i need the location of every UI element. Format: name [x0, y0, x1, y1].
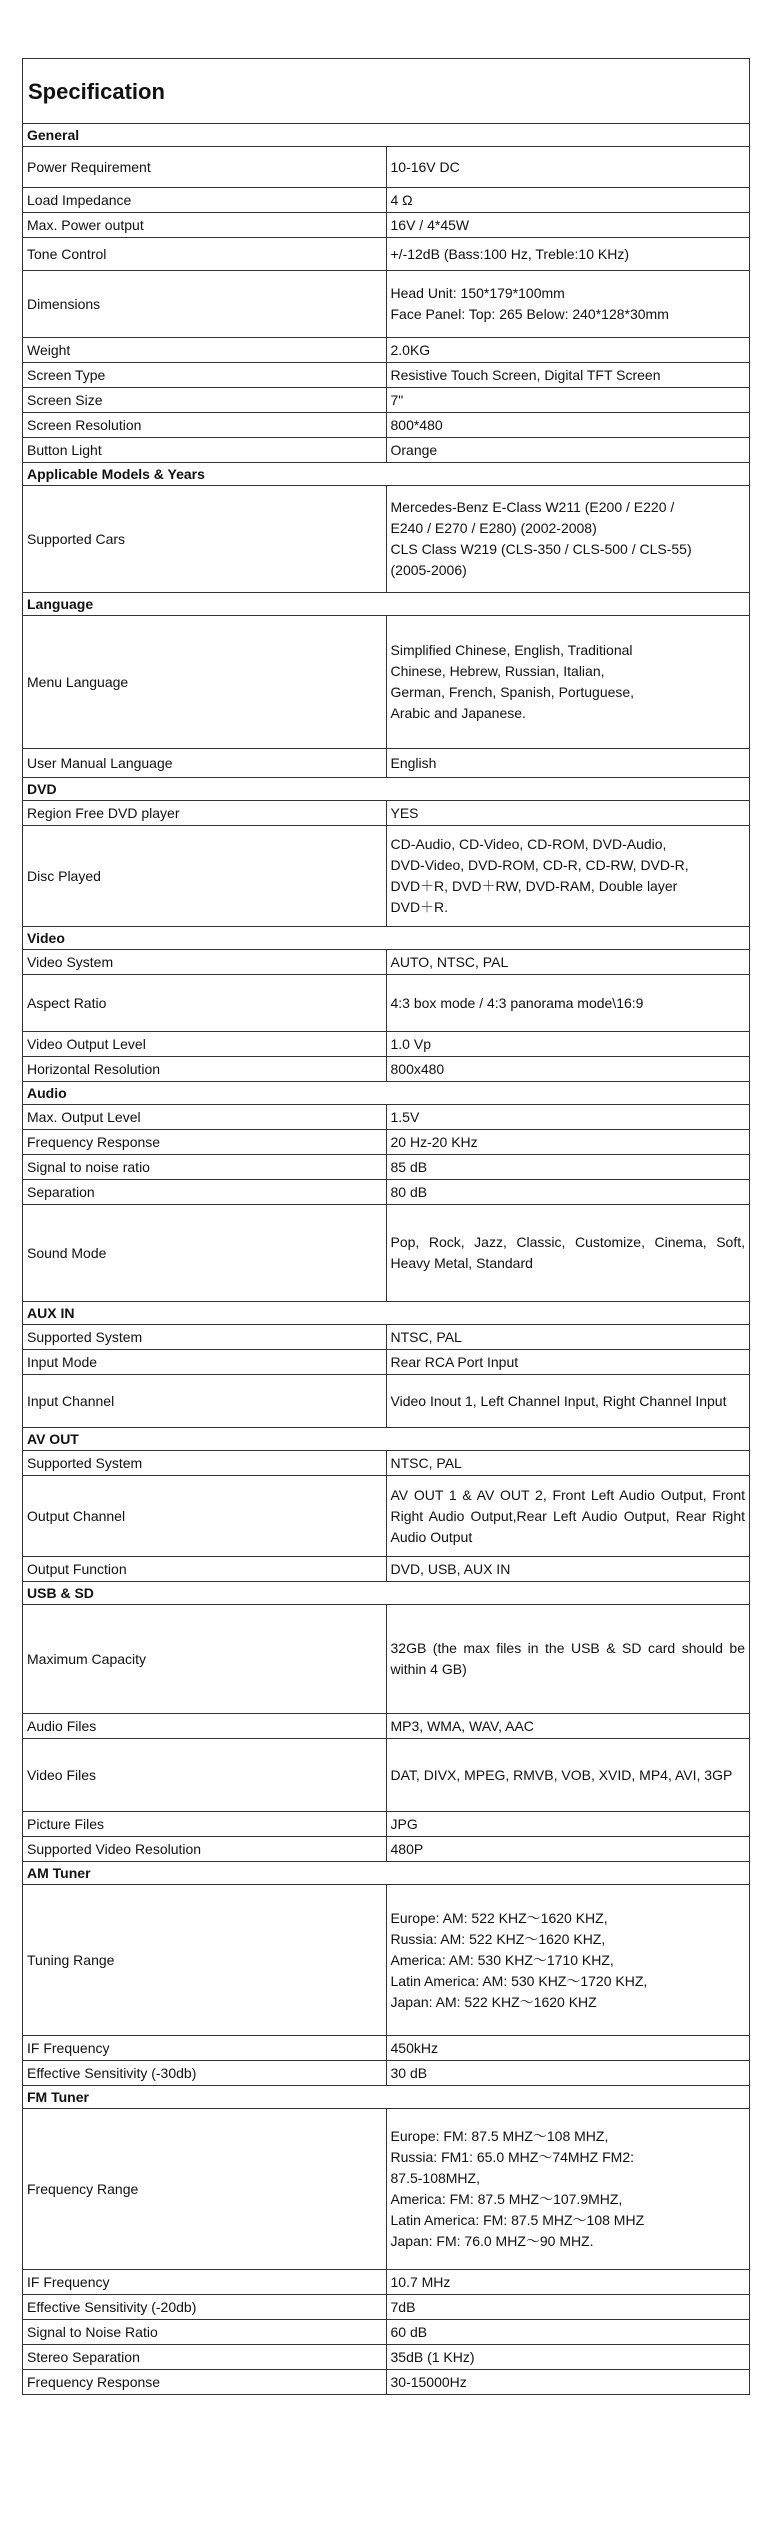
- spec-value: [386, 1130, 750, 1155]
- spec-label: Supported Cars: [23, 486, 387, 593]
- spec-row: [23, 2295, 750, 2320]
- spec-value: [386, 749, 750, 778]
- spec-value: [386, 2320, 750, 2345]
- spec-value-line: 480P: [390, 1840, 424, 1857]
- spec-row: [23, 1885, 750, 2036]
- spec-row: [23, 1451, 750, 1476]
- spec-label: Weight: [23, 338, 387, 363]
- spec-value-line: DVD, USB, AUX IN: [390, 1560, 511, 1577]
- spec-value: [386, 975, 750, 1032]
- spec-value-line: 800*480: [390, 416, 443, 433]
- spec-value: [386, 2370, 750, 2395]
- section-title: AUX IN: [23, 1302, 750, 1325]
- spec-label: Tuning Range: [23, 1885, 387, 2036]
- spec-label: Load Impedance: [23, 188, 387, 213]
- spec-label: Video Files: [23, 1739, 387, 1812]
- section-title: Language: [23, 593, 750, 616]
- spec-value: [386, 1557, 750, 1582]
- spec-value-line: DVD＋R.: [390, 899, 449, 915]
- page-title: Specification: [23, 59, 750, 124]
- spec-label: Signal to Noise Ratio: [23, 2320, 387, 2345]
- spec-value-line: YES: [390, 804, 419, 821]
- spec-value-line: Latin America: AM: 530 KHZ～1720 KHZ,: [390, 1972, 648, 1989]
- spec-value-line: Arabic and Japanese.: [390, 705, 526, 721]
- spec-value: [386, 238, 750, 271]
- section-header-row: [23, 1862, 750, 1885]
- spec-value-line: Japan: AM: 522 KHZ～1620 KHZ: [390, 1993, 597, 2010]
- spec-value: [386, 2295, 750, 2320]
- spec-row: [23, 1812, 750, 1837]
- spec-value-line: 7": [390, 391, 404, 408]
- section-header-row: [23, 927, 750, 950]
- spec-value-line: 1.0 Vp: [390, 1035, 431, 1052]
- spec-row: [23, 2320, 750, 2345]
- spec-value-line: 85 dB: [390, 1158, 428, 1175]
- spec-label: Input Channel: [23, 1375, 387, 1428]
- spec-value: [386, 388, 750, 413]
- spec-label: Input Mode: [23, 1350, 387, 1375]
- section-header-row: [23, 593, 750, 616]
- section-title: DVD: [23, 778, 750, 801]
- specification-table-body: [23, 59, 750, 2395]
- spec-value-line: AUTO, NTSC, PAL: [390, 953, 509, 970]
- spec-value-line: Pop, Rock, Jazz, Classic, Customize, Cinema, Soft, Heavy Metal, Standard: [390, 1234, 745, 1271]
- spec-value: [386, 1155, 750, 1180]
- spec-value-line: 2.0KG: [390, 341, 431, 358]
- spec-value: [386, 1350, 750, 1375]
- spec-value-line: Rear RCA Port Input: [390, 1353, 519, 1370]
- spec-value: [386, 147, 750, 188]
- spec-label: Video System: [23, 950, 387, 975]
- spec-value-line: +/-12dB (Bass:100 Hz, Treble:10 KHz): [390, 245, 629, 262]
- spec-value-line: Russia: AM: 522 KHZ～1620 KHZ,: [390, 1930, 606, 1947]
- section-title: Video: [23, 927, 750, 950]
- spec-label: Tone Control: [23, 238, 387, 271]
- spec-label: Effective Sensitivity (-20db): [23, 2295, 387, 2320]
- spec-value-line: Chinese, Hebrew, Russian, Italian,: [390, 663, 605, 679]
- spec-row: [23, 1057, 750, 1082]
- spec-row: [23, 1205, 750, 1302]
- spec-row: [23, 438, 750, 463]
- spec-row: [23, 2109, 750, 2270]
- spec-value-line: 1.5V: [390, 1108, 420, 1125]
- spec-row: [23, 1837, 750, 1862]
- spec-value: [386, 2109, 750, 2270]
- section-header-row: [23, 1302, 750, 1325]
- spec-value-line: NTSC, PAL: [390, 1454, 462, 1471]
- spec-label: Screen Size: [23, 388, 387, 413]
- spec-value-line: 10-16V DC: [390, 158, 460, 175]
- spec-value-line: 20 Hz-20 KHz: [390, 1133, 478, 1150]
- spec-label: Frequency Response: [23, 2370, 387, 2395]
- spec-row: [23, 2345, 750, 2370]
- spec-row: [23, 975, 750, 1032]
- spec-value-line: 10.7 MHz: [390, 2273, 451, 2290]
- section-title: FM Tuner: [23, 2086, 750, 2109]
- spec-label: Maximum Capacity: [23, 1605, 387, 1714]
- spec-value: [386, 1105, 750, 1130]
- spec-label: Menu Language: [23, 616, 387, 749]
- section-title: AV OUT: [23, 1428, 750, 1451]
- spec-value: [386, 1451, 750, 1476]
- spec-row: [23, 1180, 750, 1205]
- section-title: Audio: [23, 1082, 750, 1105]
- spec-value-line: DVD＋R, DVD＋RW, DVD-RAM, Double layer: [390, 878, 678, 894]
- spec-value-line: CLS Class W219 (CLS-350 / CLS-500 / CLS-55): [390, 541, 692, 557]
- spec-value-line: Japan: FM: 76.0 MHZ～90 MHZ.: [390, 2233, 594, 2249]
- spec-value: [386, 413, 750, 438]
- spec-label: Separation: [23, 1180, 387, 1205]
- spec-value-line: 7dB: [390, 2298, 416, 2315]
- spec-label: Horizontal Resolution: [23, 1057, 387, 1082]
- spec-value: [386, 1325, 750, 1350]
- spec-label: Supported System: [23, 1325, 387, 1350]
- spec-row: [23, 616, 750, 749]
- spec-label: Picture Files: [23, 1812, 387, 1837]
- spec-value-line: 30 dB: [390, 2064, 428, 2081]
- spec-label: Disc Played: [23, 826, 387, 927]
- section-title: Applicable Models & Years: [23, 463, 750, 486]
- spec-value-line: America: FM: 87.5 MHZ～107.9MHZ,: [390, 2191, 623, 2207]
- spec-value-line: Resistive Touch Screen, Digital TFT Screen: [390, 366, 661, 383]
- spec-value-line: 80 dB: [390, 1183, 428, 1200]
- spec-value: [386, 1605, 750, 1714]
- spec-value-line: 800x480: [390, 1060, 445, 1077]
- spec-row: [23, 1130, 750, 1155]
- spec-value: [386, 1057, 750, 1082]
- spec-row: [23, 1605, 750, 1714]
- section-header-row: [23, 124, 750, 147]
- spec-label: Power Requirement: [23, 147, 387, 188]
- spec-row: [23, 413, 750, 438]
- spec-row: [23, 1105, 750, 1130]
- spec-value: [386, 1032, 750, 1057]
- spec-value-line: Russia: FM1: 65.0 MHZ～74MHZ FM2:: [390, 2149, 634, 2165]
- spec-value: [386, 1885, 750, 2036]
- spec-value: [386, 1837, 750, 1862]
- section-header-row: [23, 1082, 750, 1105]
- section-title: AM Tuner: [23, 1862, 750, 1885]
- spec-value: [386, 338, 750, 363]
- spec-label: Effective Sensitivity (-30db): [23, 2061, 387, 2086]
- spec-value-line: Orange: [390, 441, 438, 458]
- spec-label: IF Frequency: [23, 2036, 387, 2061]
- spec-row: [23, 363, 750, 388]
- spec-value-line: 450kHz: [390, 2039, 438, 2056]
- spec-value: [386, 2270, 750, 2295]
- section-header-row: [23, 2086, 750, 2109]
- section-header-row: [23, 1428, 750, 1451]
- spec-label: Button Light: [23, 438, 387, 463]
- spec-label: Dimensions: [23, 271, 387, 338]
- spec-value-line: Head Unit: 150*179*100mm: [390, 285, 565, 301]
- spec-value: [386, 2036, 750, 2061]
- spec-value-line: Video Inout 1, Left Channel Input, Right Channel Input: [390, 1392, 727, 1409]
- spec-value: [386, 188, 750, 213]
- spec-value: [386, 616, 750, 749]
- spec-label: Supported System: [23, 1451, 387, 1476]
- spec-row: [23, 1325, 750, 1350]
- spec-label: Supported Video Resolution: [23, 1837, 387, 1862]
- spec-row: [23, 950, 750, 975]
- spec-value-line: America: AM: 530 KHZ～1710 KHZ,: [390, 1951, 614, 1968]
- spec-value: [386, 1714, 750, 1739]
- spec-row: [23, 2370, 750, 2395]
- spec-row: [23, 1032, 750, 1057]
- spec-label: Max. Power output: [23, 213, 387, 238]
- spec-label: Region Free DVD player: [23, 801, 387, 826]
- spec-row: [23, 213, 750, 238]
- spec-value-line: Latin America: FM: 87.5 MHZ～108 MHZ: [390, 2212, 645, 2228]
- spec-value-line: AV OUT 1 & AV OUT 2, Front Left Audio Output, Front Right Audio Output,Rear Left Audio Output, Rear Right Audio Output: [390, 1486, 745, 1545]
- spec-value-line: Mercedes-Benz E-Class W211 (E200 / E220 /: [390, 499, 675, 515]
- title-row: [23, 59, 750, 124]
- spec-value: [386, 1812, 750, 1837]
- spec-row: [23, 388, 750, 413]
- section-header-row: [23, 463, 750, 486]
- spec-row: [23, 238, 750, 271]
- spec-value: [386, 486, 750, 593]
- spec-row: [23, 147, 750, 188]
- spec-value-line: Simplified Chinese, English, Traditional: [390, 642, 633, 658]
- spec-value: [386, 1739, 750, 1812]
- spec-value: [386, 438, 750, 463]
- spec-label: Screen Type: [23, 363, 387, 388]
- spec-value: [386, 1375, 750, 1428]
- spec-value-line: 32GB (the max files in the USB & SD card should be within 4 GB): [390, 1640, 745, 1677]
- spec-value-line: 87.5-108MHZ,: [390, 2170, 480, 2186]
- spec-row: [23, 188, 750, 213]
- spec-row: [23, 1557, 750, 1582]
- spec-label: Output Function: [23, 1557, 387, 1582]
- spec-value-line: DAT, DIVX, MPEG, RMVB, VOB, XVID, MP4, AVI, 3GP: [390, 1766, 733, 1783]
- spec-value: [386, 1180, 750, 1205]
- spec-value-line: 4 Ω: [390, 191, 413, 208]
- spec-value: [386, 801, 750, 826]
- spec-value: [386, 1205, 750, 1302]
- spec-value-line: (2005-2006): [390, 562, 467, 578]
- spec-value-line: E240 / E270 / E280) (2002-2008): [390, 520, 597, 536]
- spec-value-line: 16V / 4*45W: [390, 216, 470, 233]
- spec-label: Max. Output Level: [23, 1105, 387, 1130]
- spec-label: Aspect Ratio: [23, 975, 387, 1032]
- spec-value: [386, 363, 750, 388]
- spec-value: [386, 213, 750, 238]
- spec-label: IF Frequency: [23, 2270, 387, 2295]
- spec-value-line: Europe: AM: 522 KHZ～1620 KHZ,: [390, 1909, 608, 1926]
- spec-row: [23, 1714, 750, 1739]
- spec-label: Stereo Separation: [23, 2345, 387, 2370]
- spec-value: [386, 950, 750, 975]
- section-title: USB & SD: [23, 1582, 750, 1605]
- spec-value-line: German, French, Spanish, Portuguese,: [390, 684, 635, 700]
- spec-value-line: 60 dB: [390, 2323, 428, 2340]
- spec-row: [23, 826, 750, 927]
- spec-row: [23, 486, 750, 593]
- spec-value: [386, 826, 750, 927]
- spec-value: [386, 271, 750, 338]
- spec-label: Frequency Range: [23, 2109, 387, 2270]
- spec-row: [23, 1375, 750, 1428]
- spec-value-line: DVD-Video, DVD-ROM, CD-R, CD-RW, DVD-R,: [390, 857, 689, 873]
- specification-table: [22, 58, 750, 2395]
- spec-label: Output Channel: [23, 1476, 387, 1557]
- spec-value: [386, 1476, 750, 1557]
- spec-value-line: 4:3 box mode / 4:3 panorama mode\16:9: [390, 994, 644, 1011]
- spec-label: User Manual Language: [23, 749, 387, 778]
- spec-label: Video Output Level: [23, 1032, 387, 1057]
- spec-value-line: 35dB (1 KHz): [390, 2348, 475, 2365]
- spec-row: [23, 271, 750, 338]
- spec-row: [23, 2036, 750, 2061]
- spec-row: [23, 338, 750, 363]
- spec-label: Screen Resolution: [23, 413, 387, 438]
- spec-value-line: JPG: [390, 1815, 418, 1832]
- section-title: General: [23, 124, 750, 147]
- spec-row: [23, 1739, 750, 1812]
- spec-label: Frequency Response: [23, 1130, 387, 1155]
- spec-value-line: English: [390, 754, 437, 771]
- spec-value-line: CD-Audio, CD-Video, CD-ROM, DVD-Audio,: [390, 836, 667, 852]
- spec-value-line: Face Panel: Top: 265 Below: 240*128*30mm: [390, 306, 669, 322]
- spec-row: [23, 749, 750, 778]
- spec-label: Sound Mode: [23, 1205, 387, 1302]
- spec-row: [23, 2061, 750, 2086]
- spec-label: Signal to noise ratio: [23, 1155, 387, 1180]
- spec-value: [386, 2061, 750, 2086]
- spec-label: Audio Files: [23, 1714, 387, 1739]
- spec-row: [23, 801, 750, 826]
- spec-value-line: 30-15000Hz: [390, 2373, 467, 2390]
- spec-value-line: NTSC, PAL: [390, 1328, 462, 1345]
- spec-row: [23, 2270, 750, 2295]
- spec-value-line: Europe: FM: 87.5 MHZ～108 MHZ,: [390, 2128, 609, 2144]
- section-header-row: [23, 778, 750, 801]
- spec-row: [23, 1350, 750, 1375]
- spec-value-line: MP3, WMA, WAV, AAC: [390, 1717, 534, 1734]
- spec-row: [23, 1155, 750, 1180]
- spec-value: [386, 2345, 750, 2370]
- spec-row: [23, 1476, 750, 1557]
- section-header-row: [23, 1582, 750, 1605]
